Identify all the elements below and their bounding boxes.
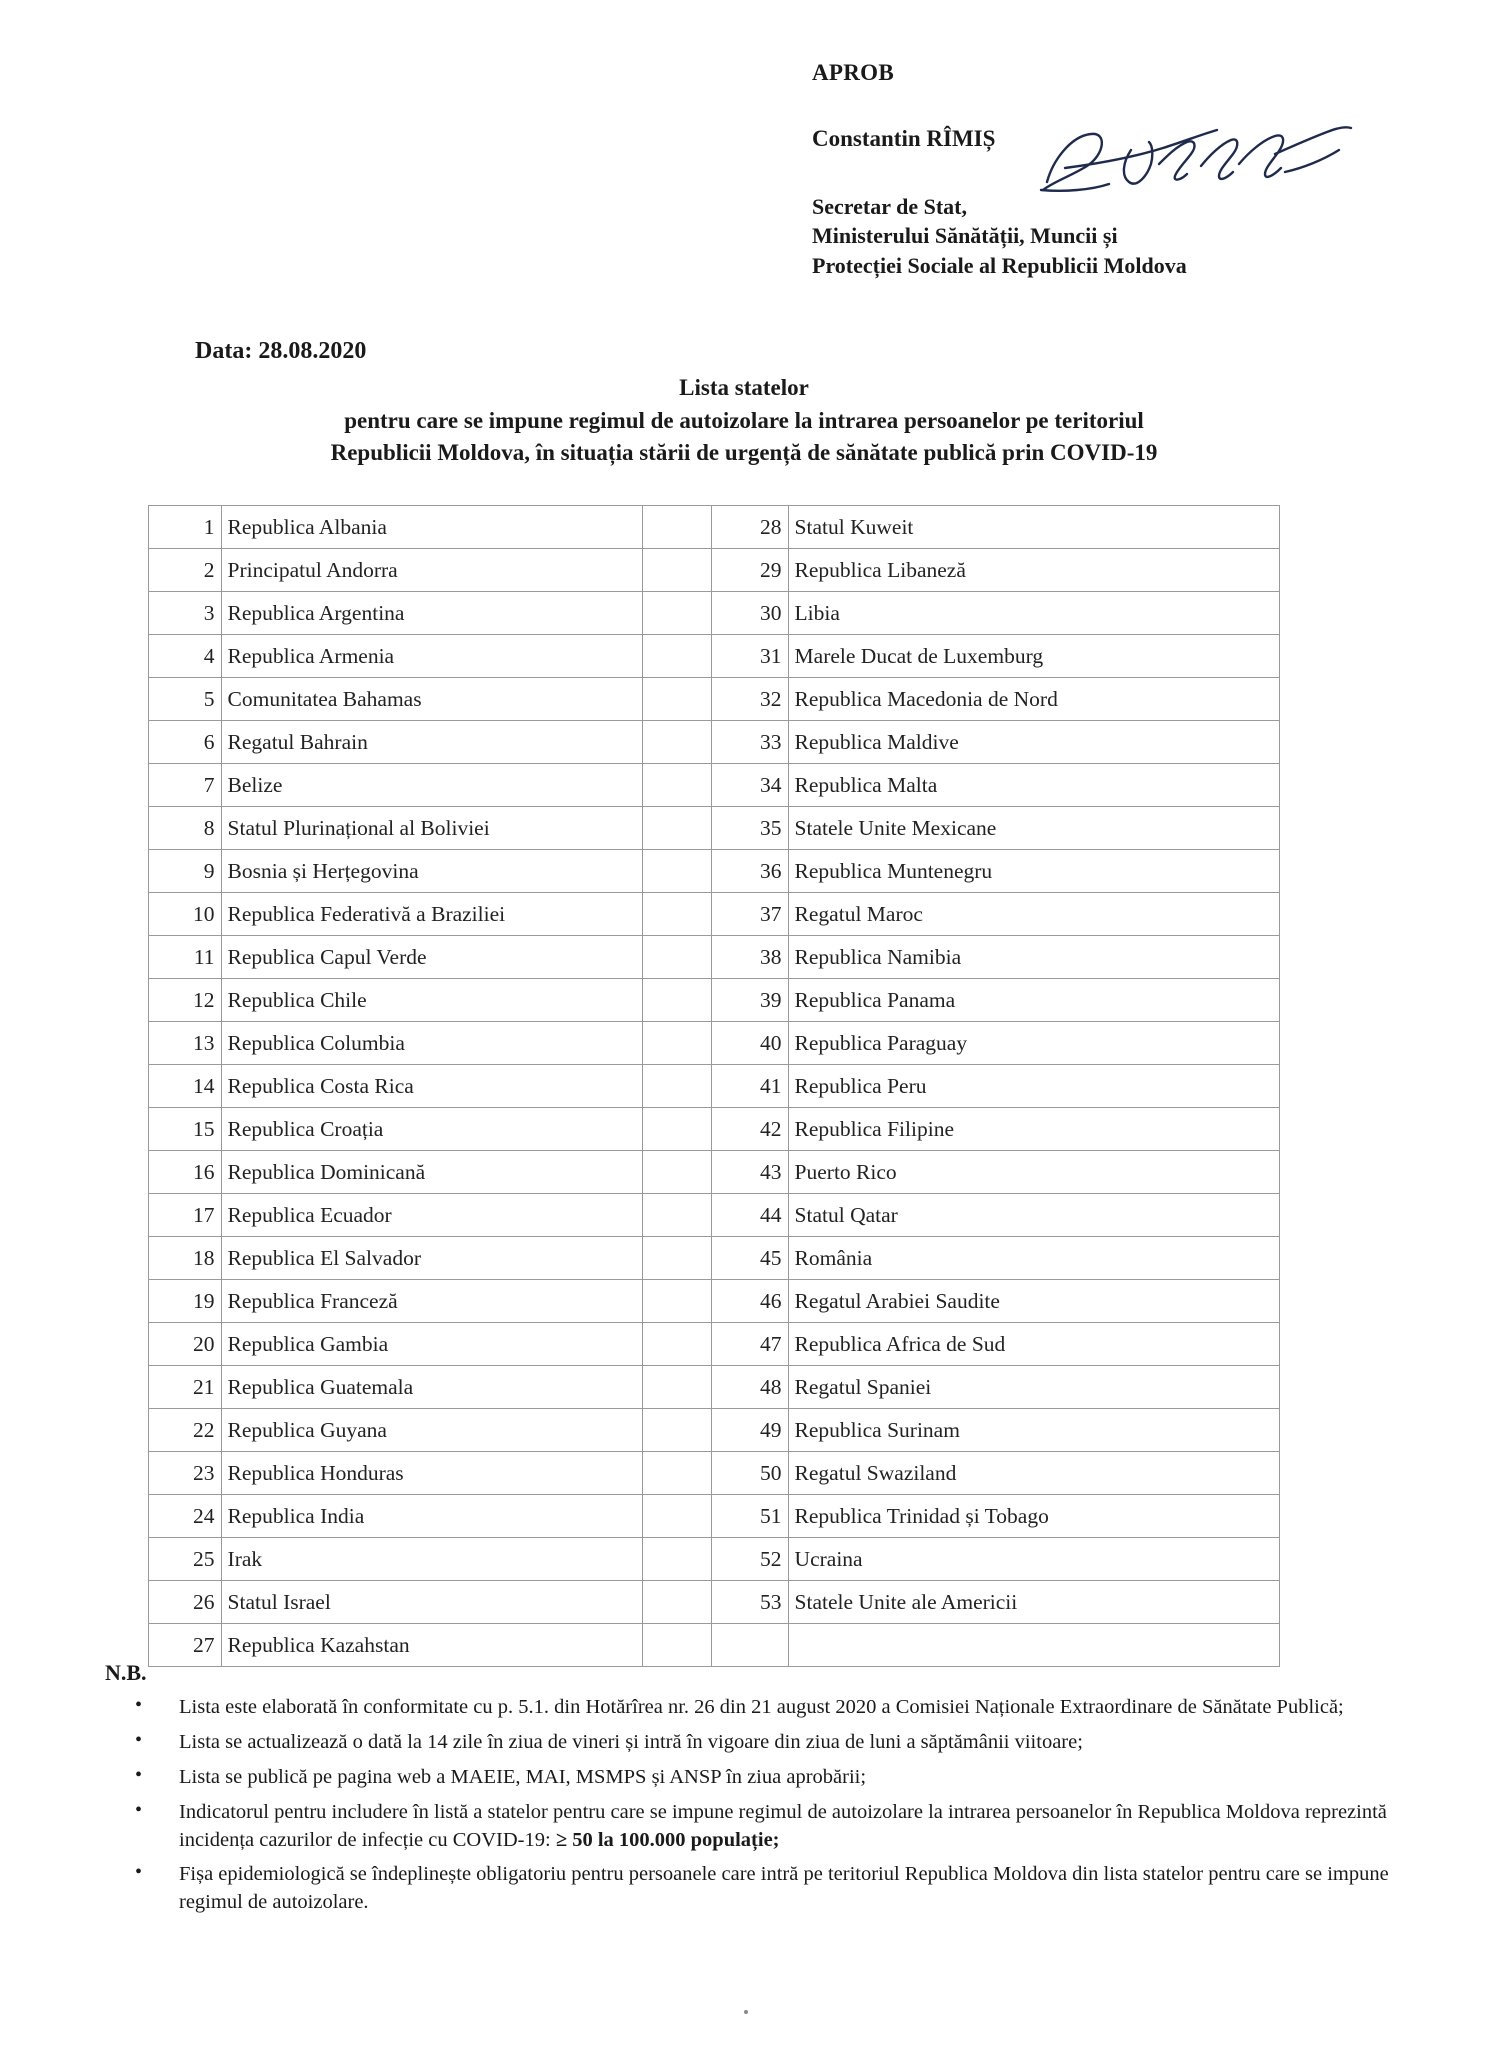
country-name-left: Republica Argentina xyxy=(221,592,643,635)
country-name-right: Regatul Swaziland xyxy=(788,1452,1279,1495)
row-number-right: 28 xyxy=(711,506,788,549)
row-number-right: 29 xyxy=(711,549,788,592)
row-number-left: 7 xyxy=(149,764,222,807)
country-name-right: Statele Unite Mexicane xyxy=(788,807,1279,850)
document-date: Data: 28.08.2020 xyxy=(195,338,367,364)
country-name-left: Belize xyxy=(221,764,643,807)
country-name-right: România xyxy=(788,1237,1279,1280)
country-name-right: Republica Paraguay xyxy=(788,1022,1279,1065)
country-name-left: Republica Federativă a Braziliei xyxy=(221,893,643,936)
note-item: • Lista este elaborată în conformitate cu p. 5.1. din Hotărîrea nr. 26 din 21 august 2020 a Comisiei Naționale Extraordinare de Sănătate Publică; xyxy=(105,1694,1395,1722)
row-number-left: 5 xyxy=(149,678,222,721)
approver-role-line1: Secretar de Stat, xyxy=(812,194,967,219)
country-name-left: Republica Capul Verde xyxy=(221,936,643,979)
page-mark xyxy=(744,2010,748,2014)
country-name-left: Republica Croația xyxy=(221,1108,643,1151)
spacer-cell xyxy=(643,1108,711,1151)
spacer-cell xyxy=(643,850,711,893)
title-line-3: Republicii Moldova, în situația stării de urgență de sănătate publică prin COVID-19 xyxy=(330,440,1158,466)
country-name-right: Statul Qatar xyxy=(788,1194,1279,1237)
country-name-left: Statul Israel xyxy=(221,1581,643,1624)
country-name-left: Republica Armenia xyxy=(221,635,643,678)
country-name-left: Principatul Andorra xyxy=(221,549,643,592)
country-name-right: Ucraina xyxy=(788,1538,1279,1581)
table-row xyxy=(149,1022,1280,1065)
row-number-left: 17 xyxy=(149,1194,222,1237)
table-row xyxy=(149,979,1280,1022)
nb-label: N.B. xyxy=(105,1660,147,1685)
row-number-right: 49 xyxy=(711,1409,788,1452)
spacer-cell xyxy=(643,1151,711,1194)
country-name-left: Irak xyxy=(221,1538,643,1581)
country-name-left: Republica Kazahstan xyxy=(221,1624,643,1667)
row-number-left: 16 xyxy=(149,1151,222,1194)
country-name-right: Republica Namibia xyxy=(788,936,1279,979)
row-number-left: 20 xyxy=(149,1323,222,1366)
row-number-left: 14 xyxy=(149,1065,222,1108)
table-row xyxy=(149,1495,1280,1538)
row-number-right: 53 xyxy=(711,1581,788,1624)
table-row xyxy=(149,592,1280,635)
country-name-right: Republica Peru xyxy=(788,1065,1279,1108)
row-number-left: 21 xyxy=(149,1366,222,1409)
row-number-right: 38 xyxy=(711,936,788,979)
country-name-left: Republica India xyxy=(221,1495,643,1538)
country-name-left: Republica Albania xyxy=(221,506,643,549)
spacer-cell xyxy=(643,721,711,764)
row-number-right: 36 xyxy=(711,850,788,893)
row-number-right: 30 xyxy=(711,592,788,635)
country-table-wrapper xyxy=(148,505,1280,1667)
spacer-cell xyxy=(643,1409,711,1452)
row-number-left: 24 xyxy=(149,1495,222,1538)
note-list xyxy=(105,1694,1395,1917)
spacer-cell xyxy=(643,1323,711,1366)
spacer-cell xyxy=(643,936,711,979)
row-number-left: 22 xyxy=(149,1409,222,1452)
title-line-1: Lista statelor xyxy=(679,375,809,400)
table-row xyxy=(149,936,1280,979)
row-number-left: 13 xyxy=(149,1022,222,1065)
country-name-left: Bosnia și Herțegovina xyxy=(221,850,643,893)
country-list-table xyxy=(148,505,1280,1667)
table-row xyxy=(149,1065,1280,1108)
spacer-cell xyxy=(643,1495,711,1538)
country-name-right: Statele Unite ale Americii xyxy=(788,1581,1279,1624)
country-name-left: Republica Columbia xyxy=(221,1022,643,1065)
row-number-right: 45 xyxy=(711,1237,788,1280)
table-row xyxy=(149,1538,1280,1581)
row-number-left: 4 xyxy=(149,635,222,678)
table-row xyxy=(149,807,1280,850)
approver-name: Constantin RÎMIȘ xyxy=(812,126,996,151)
table-row xyxy=(149,1151,1280,1194)
country-name-right: Regatul Maroc xyxy=(788,893,1279,936)
row-number-right: 47 xyxy=(711,1323,788,1366)
table-row xyxy=(149,1452,1280,1495)
spacer-cell xyxy=(643,1366,711,1409)
country-name-right: Regatul Arabiei Saudite xyxy=(788,1280,1279,1323)
note-text: Indicatorul pentru includere în listă a statelor pentru care se impune regimul de autoizolare la intrarea persoanelor în Republica Moldova reprezintă incidența cazurilor de infecție cu COVID-19: xyxy=(179,1800,1387,1851)
spacer-cell xyxy=(643,979,711,1022)
row-number-left: 1 xyxy=(149,506,222,549)
row-number-right: 46 xyxy=(711,1280,788,1323)
spacer-cell xyxy=(643,1022,711,1065)
table-row xyxy=(149,893,1280,936)
table-row xyxy=(149,850,1280,893)
table-row xyxy=(149,549,1280,592)
row-number-right: 31 xyxy=(711,635,788,678)
table-row xyxy=(149,721,1280,764)
country-name-right: Republica Trinidad și Tobago xyxy=(788,1495,1279,1538)
spacer-cell xyxy=(643,893,711,936)
approver-role-line3: Protecției Sociale al Republicii Moldova xyxy=(812,252,1187,278)
table-row xyxy=(149,1194,1280,1237)
table-row xyxy=(149,1409,1280,1452)
spacer-cell xyxy=(643,1237,711,1280)
country-name-left: Republica Gambia xyxy=(221,1323,643,1366)
row-number-right: 33 xyxy=(711,721,788,764)
country-name-left: Statul Plurinațional al Boliviei xyxy=(221,807,643,850)
row-number-left: 3 xyxy=(149,592,222,635)
table-row xyxy=(149,1237,1280,1280)
note-item: • Lista se actualizează o dată la 14 zile în ziua de vineri și intră în vigoare din ziua de luni a săptămânii viitoare; xyxy=(105,1729,1395,1757)
row-number-right: 43 xyxy=(711,1151,788,1194)
row-number-right: 42 xyxy=(711,1108,788,1151)
country-name-right: Republica Malta xyxy=(788,764,1279,807)
notes-section xyxy=(105,1660,1395,1924)
country-name-left: Republica Chile xyxy=(221,979,643,1022)
row-number-right: 44 xyxy=(711,1194,788,1237)
row-number-right: 40 xyxy=(711,1022,788,1065)
row-number-right: 41 xyxy=(711,1065,788,1108)
row-number-left: 10 xyxy=(149,893,222,936)
approver-role-line2: Ministerului Sănătății, Muncii și xyxy=(812,223,1118,249)
country-name-left: Regatul Bahrain xyxy=(221,721,643,764)
approve-label: APROB xyxy=(812,60,894,85)
table-row xyxy=(149,506,1280,549)
title-line-2: pentru care se impune regimul de autoizolare la intrarea persoanelor pe teritoriul xyxy=(344,407,1144,433)
note-threshold-value: ≥ 50 la 100.000 populație; xyxy=(555,1828,780,1851)
row-number-right: 37 xyxy=(711,893,788,936)
table-row xyxy=(149,1323,1280,1366)
spacer-cell xyxy=(643,506,711,549)
approval-block xyxy=(812,60,1372,280)
spacer-cell xyxy=(643,807,711,850)
row-number-left: 12 xyxy=(149,979,222,1022)
row-number-right: 50 xyxy=(711,1452,788,1495)
country-name-right: Libia xyxy=(788,592,1279,635)
country-name-left: Republica Franceză xyxy=(221,1280,643,1323)
spacer-cell xyxy=(643,1538,711,1581)
row-number-right: 32 xyxy=(711,678,788,721)
row-number-left: 9 xyxy=(149,850,222,893)
country-name-right: Republica Surinam xyxy=(788,1409,1279,1452)
country-name-left: Republica El Salvador xyxy=(221,1237,643,1280)
row-number-left: 6 xyxy=(149,721,222,764)
spacer-cell xyxy=(643,1065,711,1108)
country-name-right: Republica Libaneză xyxy=(788,549,1279,592)
country-name-left: Republica Costa Rica xyxy=(221,1065,643,1108)
country-name-right: Republica Muntenegru xyxy=(788,850,1279,893)
note-item: • Lista se publică pe pagina web a MAEIE, MAI, MSMPS și ANSP în ziua aprobării; xyxy=(105,1764,1395,1792)
row-number-right: 39 xyxy=(711,979,788,1022)
row-number-right: 52 xyxy=(711,1538,788,1581)
note-item xyxy=(105,1799,1395,1855)
country-name-right: Republica Filipine xyxy=(788,1108,1279,1151)
country-name-right: Marele Ducat de Luxemburg xyxy=(788,635,1279,678)
table-row xyxy=(149,764,1280,807)
row-number-left: 15 xyxy=(149,1108,222,1151)
row-number-left: 23 xyxy=(149,1452,222,1495)
country-name-right: Republica Maldive xyxy=(788,721,1279,764)
row-number-left: 26 xyxy=(149,1581,222,1624)
spacer-cell xyxy=(643,1194,711,1237)
table-row xyxy=(149,678,1280,721)
page-title xyxy=(0,372,1488,470)
spacer-cell xyxy=(643,764,711,807)
country-name-left: Republica Ecuador xyxy=(221,1194,643,1237)
country-name-right: Statul Kuweit xyxy=(788,506,1279,549)
row-number-right: 35 xyxy=(711,807,788,850)
country-name-left: Republica Guatemala xyxy=(221,1366,643,1409)
table-row xyxy=(149,1366,1280,1409)
row-number-left: 11 xyxy=(149,936,222,979)
country-name-left: Republica Dominicană xyxy=(221,1151,643,1194)
row-number-left: 27 xyxy=(149,1624,222,1667)
row-number-right: 51 xyxy=(711,1495,788,1538)
spacer-cell xyxy=(643,1452,711,1495)
row-number-left: 19 xyxy=(149,1280,222,1323)
row-number-left: 8 xyxy=(149,807,222,850)
table-row xyxy=(149,635,1280,678)
table-row xyxy=(149,1280,1280,1323)
row-number-right: 48 xyxy=(711,1366,788,1409)
table-row xyxy=(149,1581,1280,1624)
country-name-right: Republica Macedonia de Nord xyxy=(788,678,1279,721)
row-number-left: 18 xyxy=(149,1237,222,1280)
spacer-cell xyxy=(643,549,711,592)
country-name-right: Puerto Rico xyxy=(788,1151,1279,1194)
spacer-cell xyxy=(643,1280,711,1323)
country-name-right: Republica Africa de Sud xyxy=(788,1323,1279,1366)
row-number-left: 25 xyxy=(149,1538,222,1581)
spacer-cell xyxy=(643,592,711,635)
table-row xyxy=(149,1108,1280,1151)
row-number-right: 34 xyxy=(711,764,788,807)
country-name-left: Republica Honduras xyxy=(221,1452,643,1495)
spacer-cell xyxy=(643,1581,711,1624)
spacer-cell xyxy=(643,678,711,721)
country-name-left: Comunitatea Bahamas xyxy=(221,678,643,721)
row-number-left: 2 xyxy=(149,549,222,592)
spacer-cell xyxy=(643,635,711,678)
country-name-left: Republica Guyana xyxy=(221,1409,643,1452)
country-name-right: Republica Panama xyxy=(788,979,1279,1022)
note-item: • Fișa epidemiologică se îndeplinește obligatoriu pentru persoanele care intră pe teritoriul Republica Moldova din lista statelor pentru care se impune regimul de autoizolare. xyxy=(105,1861,1395,1917)
country-name-right: Regatul Spaniei xyxy=(788,1366,1279,1409)
